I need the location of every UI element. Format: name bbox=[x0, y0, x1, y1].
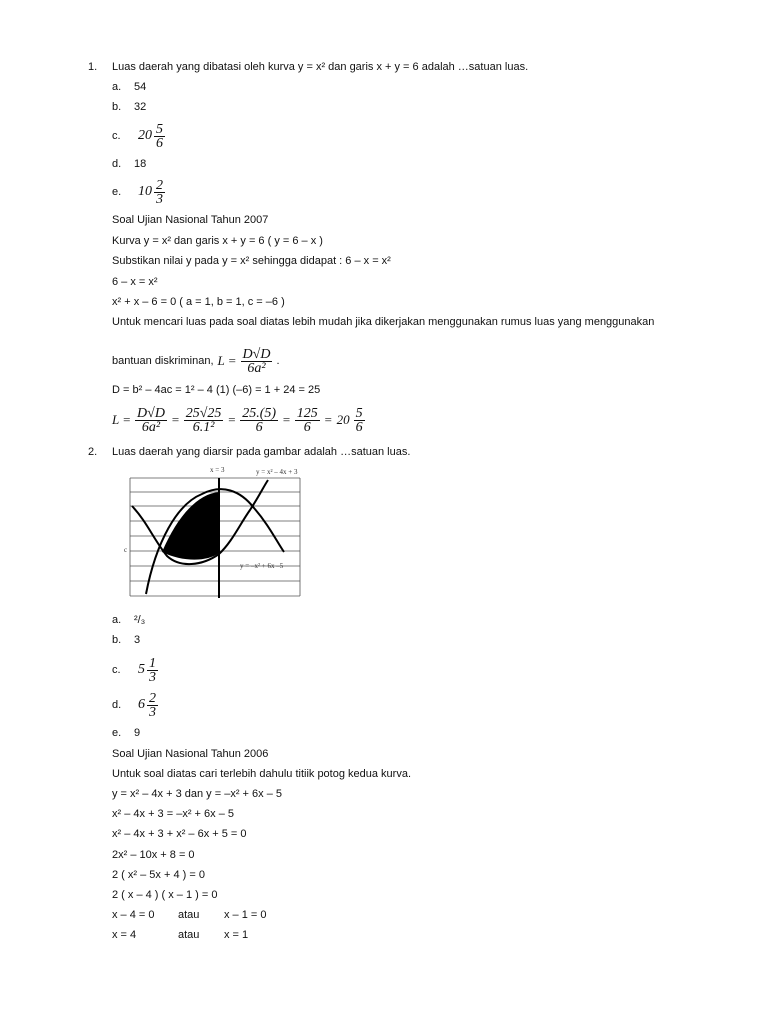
q1-option-b bbox=[112, 101, 147, 113]
q2-sol-line: Untuk soal diatas cari terlebih dahulu titiik potog kedua kurva. bbox=[112, 768, 412, 780]
equals: = bbox=[227, 412, 237, 427]
option-letter: a. bbox=[112, 614, 122, 626]
fraction: $\frac{125}{6}$ bbox=[296, 405, 318, 435]
option-value: 54 bbox=[134, 81, 147, 93]
option-value: 32 bbox=[134, 101, 147, 113]
option-letter: a. bbox=[112, 81, 122, 93]
q1-sol-line7: D = b² – 4ac = 1² – 4 (1) (–6) = 1 + 24 = 25 bbox=[112, 384, 321, 396]
label-c: c bbox=[124, 546, 128, 554]
option-letter: e. bbox=[112, 727, 122, 739]
q1-option-d bbox=[112, 158, 147, 170]
q2-option-c bbox=[112, 655, 158, 685]
option-letter: b. bbox=[112, 101, 122, 113]
q1-option-e bbox=[112, 178, 165, 206]
option-value: 3 bbox=[134, 634, 141, 646]
q2-option-d bbox=[112, 690, 158, 720]
q1-formula-chain bbox=[112, 403, 365, 437]
text: atau bbox=[178, 929, 200, 941]
q1-number: 1. bbox=[88, 61, 98, 73]
label-curve2: y = –x² + 6x –5 bbox=[240, 562, 284, 570]
option-value: 18 bbox=[134, 158, 147, 170]
text: x = 1 bbox=[224, 929, 249, 941]
fraction: $\frac{25.(5)}{6}$ bbox=[242, 405, 277, 435]
q2-sol-line: x² – 4x + 3 = –x² + 6x – 5 bbox=[112, 808, 234, 820]
formula-lhs: L = bbox=[217, 353, 237, 368]
mixed-whole: 20 bbox=[336, 412, 350, 427]
q2-source: Soal Ujian Nasional Tahun 2006 bbox=[112, 748, 269, 760]
q1-option-c bbox=[112, 122, 165, 150]
q1-sol-line3: 6 – x = x² bbox=[112, 276, 158, 288]
q2-sol-line: 2x² – 10x + 8 = 0 bbox=[112, 849, 195, 861]
mixed-whole: 10 bbox=[138, 184, 152, 199]
q2-sol-row8 bbox=[112, 909, 267, 921]
fraction: $\frac{25√25}{\text{6.1²}}$ bbox=[185, 405, 222, 435]
fraction: $\frac{2}{3}$ bbox=[156, 177, 163, 207]
text: x – 1 = 0 bbox=[224, 909, 267, 921]
fraction: $\frac{5}{6}$ bbox=[355, 405, 363, 435]
equals: = bbox=[170, 412, 180, 427]
option-letter: d. bbox=[112, 158, 122, 170]
label-curve1: y = x² – 4x + 3 bbox=[256, 468, 298, 476]
mixed-whole: 6 bbox=[138, 697, 145, 712]
q1-sol-line5: Untuk mencari luas pada soal diatas lebih mudah jika dikerjakan menggunakan rumus luas yang menggunakan bbox=[112, 316, 655, 328]
option-value: ²/₃ bbox=[134, 614, 146, 626]
q2-sol-line: x² – 4x + 3 + x² – 6x + 5 = 0 bbox=[112, 828, 247, 840]
q2-option-a bbox=[112, 614, 146, 626]
q2-graph bbox=[122, 462, 312, 604]
fraction: $\frac{D√D}{\text{6a²}}$ bbox=[137, 405, 165, 435]
equals: = bbox=[282, 412, 291, 427]
q1-question: Luas daerah yang dibatasi oleh kurva y = x² dan garis x + y = 6 adalah …satuan luas. bbox=[112, 61, 529, 73]
option-letter: e. bbox=[112, 186, 122, 198]
text: x – 4 = 0 bbox=[112, 909, 155, 921]
option-letter: b. bbox=[112, 634, 122, 646]
text: bantuan diskriminan, bbox=[112, 355, 214, 367]
q1-source: Soal Ujian Nasional Tahun 2007 bbox=[112, 214, 269, 226]
fraction: $\frac{1}{3}$ bbox=[149, 655, 156, 685]
q1-sol-line4: x² + x – 6 = 0 ( a = 1, b = 1, c = –6 ) bbox=[112, 296, 285, 308]
q2-sol-line: 2 ( x² – 5x + 4 ) = 0 bbox=[112, 869, 205, 881]
text: . bbox=[276, 355, 280, 367]
q2-option-b bbox=[112, 634, 141, 646]
q1-sol-line1: Kurva y = x² dan garis x + y = 6 ( y = 6 – x ) bbox=[112, 235, 323, 247]
mixed-whole: 5 bbox=[138, 662, 145, 677]
option-letter: c. bbox=[112, 130, 121, 142]
fraction: $\frac{5}{6}$ bbox=[156, 121, 163, 151]
option-letter: d. bbox=[112, 699, 122, 711]
q2-question: Luas daerah yang diarsir pada gambar adalah …satuan luas. bbox=[112, 446, 411, 458]
q2-sol-row9 bbox=[112, 929, 249, 941]
label-x3: x = 3 bbox=[210, 466, 225, 474]
q1-option-a bbox=[112, 81, 147, 93]
q2-sol-line: 2 ( x – 4 ) ( x – 1 ) = 0 bbox=[112, 889, 218, 901]
option-value: 9 bbox=[134, 727, 141, 739]
q1-sol-line6 bbox=[112, 346, 280, 376]
q1-sol-line2: Substikan nilai y pada y = x² sehingga didapat : 6 – x = x² bbox=[112, 255, 391, 267]
formula-fraction: $\frac{D√D}{\text{6a²}}$ bbox=[242, 346, 271, 376]
q2-option-e bbox=[112, 727, 141, 739]
mixed-whole: 20 bbox=[138, 128, 152, 143]
fraction: $\frac{2}{3}$ bbox=[149, 690, 156, 720]
option-letter: c. bbox=[112, 664, 121, 676]
equals: = bbox=[323, 412, 333, 427]
text: x = 4 bbox=[112, 929, 137, 941]
formula-lhs: L = bbox=[112, 412, 132, 427]
q2-sol-line: y = x² – 4x + 3 dan y = –x² + 6x – 5 bbox=[112, 788, 282, 800]
text: atau bbox=[178, 909, 200, 921]
q2-number: 2. bbox=[88, 446, 98, 458]
